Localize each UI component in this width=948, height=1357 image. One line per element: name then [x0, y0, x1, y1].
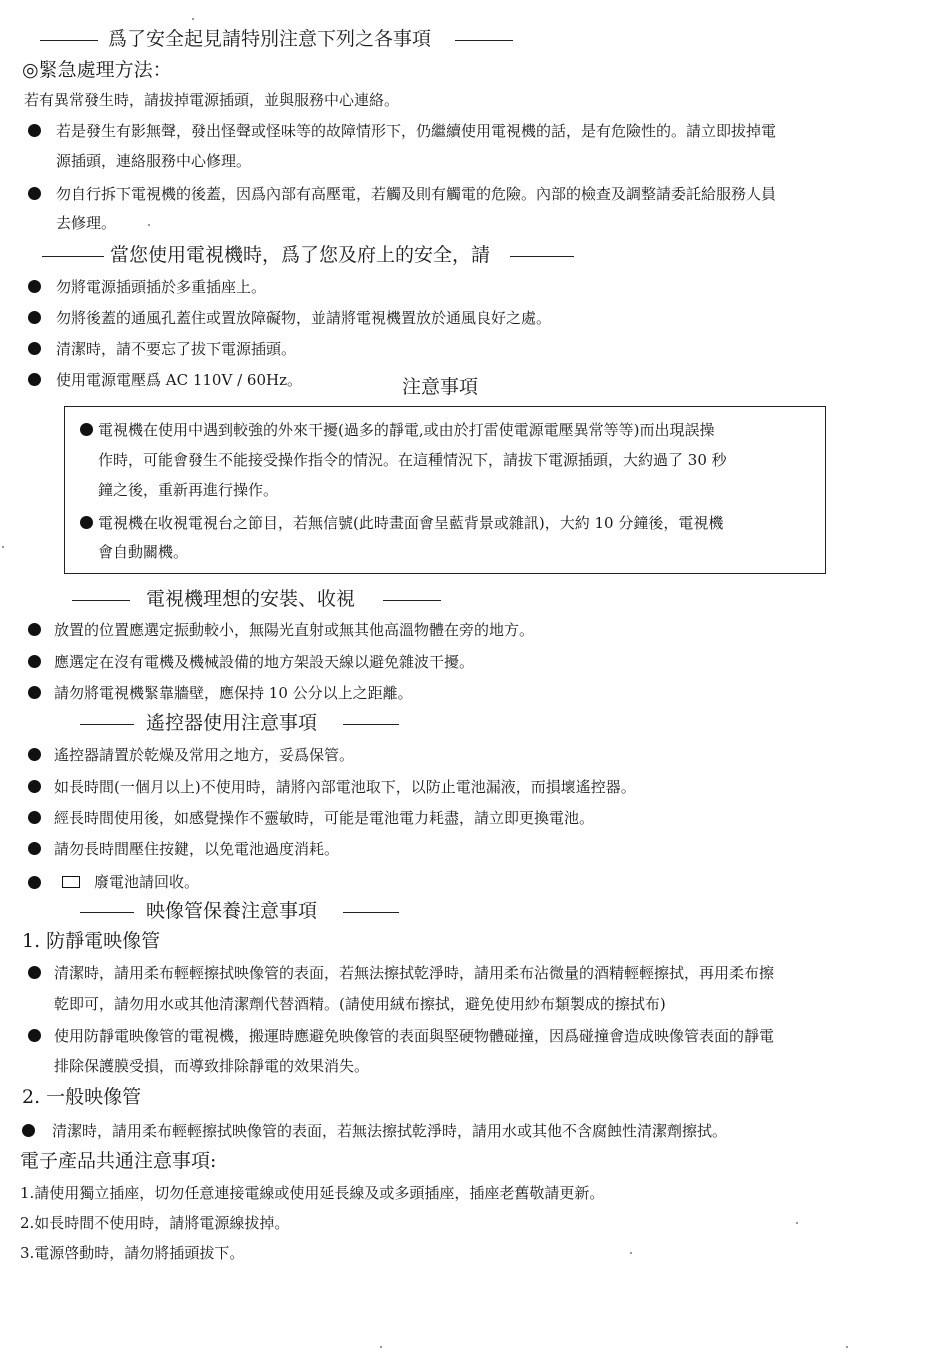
bullet-icon — [28, 124, 41, 137]
bullet-icon — [28, 811, 41, 824]
notice-item-line: 電視機在使用中遇到較強的外來干擾(過多的靜電,或由於打雷使電源電壓異常等等)而出現誤操 — [98, 421, 715, 439]
remote-item-recycle — [62, 875, 199, 890]
installation-title-text: 電視機理想的安裝、收視 — [146, 588, 356, 610]
bullet-icon — [28, 1029, 41, 1042]
remote-item: 請勿長時間壓住按鍵，以免電池過度消耗。 — [54, 840, 340, 858]
emergency-item-line: 源插頭，連絡服務中心修理。 — [56, 152, 252, 170]
bullet-icon — [28, 748, 41, 761]
rule-left — [40, 40, 98, 41]
scan-speck — [2, 546, 4, 548]
crt-sub2: 2. 一般映像管 — [22, 1086, 142, 1108]
scan-speck — [630, 1252, 632, 1254]
safety-item: 清潔時，請不要忘了拔下電源插頭。 — [56, 340, 297, 358]
bullet-icon — [28, 876, 41, 889]
rule-left — [80, 724, 134, 725]
emergency-intro: 若有異常發生時，請拔掉電源插頭，並與服務中心連絡。 — [24, 91, 400, 109]
notice-item-line: 鐘之後，重新再進行操作。 — [98, 481, 279, 499]
safety-use-title-text: 當您使用電視機時，爲了您及府上的安全，請 — [110, 244, 491, 266]
crt-item-line: 使用防靜電映像管的電視機，搬運時應避免映像管的表面與堅硬物體碰撞，因爲碰撞會造成映像管表面的靜電 — [54, 1027, 775, 1045]
rule-left — [42, 256, 104, 257]
remote-item-recycle-text: 廢電池請回收。 — [94, 873, 200, 891]
installation-item: 放置的位置應選定振動較小，無陽光直射或無其他高溫物體在旁的地方。 — [54, 621, 535, 639]
rule-left — [72, 600, 130, 601]
bullet-icon — [28, 655, 41, 668]
notice-item-line: 作時，可能會發生不能接受操作指令的情況。在這種情況下，請拔下電源插頭，大約過了 30 秒 — [98, 451, 727, 469]
bullet-icon — [28, 311, 41, 324]
remote-title-text: 遙控器使用注意事項 — [146, 712, 318, 734]
bullet-icon — [80, 423, 93, 436]
common-item: 2.如長時間不使用時，請將電源線拔掉。 — [20, 1214, 290, 1232]
bullet-icon — [28, 280, 41, 293]
emergency-item-line: 勿自行拆下電視機的後蓋，因爲內部有高壓電，若觸及則有觸電的危險。內部的檢查及調整請委託給服務人員 — [56, 185, 777, 203]
rule-right — [343, 912, 399, 913]
bullet-icon — [28, 373, 41, 386]
crt-item-line: 乾即可，請勿用水或其他清潔劑代替酒精。(請使用絨布擦拭，避免使用紗布類製成的擦拭布) — [54, 995, 666, 1013]
scan-speck — [796, 1222, 798, 1224]
scan-speck — [846, 1346, 848, 1348]
rule-right — [510, 256, 574, 257]
common-item: 1.請使用獨立插座，切勿任意連接電線或使用延長線及或多頭插座，插座老舊敬請更新。 — [20, 1184, 605, 1202]
crt-sub2-item: 清潔時，請用柔布輕輕擦拭映像管的表面，若無法擦拭乾淨時，請用水或其他不含腐蝕性清潔劑擦拭。 — [52, 1122, 728, 1140]
rule-right — [343, 724, 399, 725]
remote-item: 經長時間使用後，如感覺操作不靈敏時，可能是電池電力耗盡，請立即更換電池。 — [54, 809, 595, 827]
remote-item: 遙控器請置於乾燥及常用之地方，妥爲保管。 — [54, 746, 355, 764]
bullet-icon — [28, 842, 41, 855]
installation-item: 請勿將電視機緊靠牆壁，應保持 10 公分以上之距離。 — [54, 684, 413, 702]
notice-title: 注意事項 — [402, 376, 479, 398]
safety-item: 勿將電源插頭插於多重插座上。 — [56, 278, 267, 296]
bullet-icon — [28, 187, 41, 200]
emergency-title: ◎緊急處理方法： — [22, 59, 172, 81]
bullet-icon — [28, 966, 41, 979]
safety-item: 勿將後蓋的通風孔蓋住或置放障礙物，並請將電視機置放於通風良好之處。 — [56, 309, 552, 327]
installation-item: 應選定在沒有電機及機械設備的地方架設天線以避免雜波干擾。 — [54, 653, 475, 671]
crt-title-text: 映像管保養注意事項 — [146, 900, 318, 922]
safety-header-title: 爲了安全起見請特別注意下列之各事項 — [108, 28, 432, 50]
crt-title — [80, 902, 399, 921]
scan-speck — [192, 18, 194, 20]
scan-speck — [148, 224, 150, 226]
emergency-item-line: 若是發生有影無聲，發出怪聲或怪味等的故障情形下，仍繼續使用電視機的話，是有危險性的。請立即拔掉電 — [56, 122, 777, 140]
crt-item-line: 排除保護膜受損，而導致排除靜電的效果消失。 — [54, 1057, 370, 1075]
rule-right — [383, 600, 441, 601]
bullet-icon — [28, 686, 41, 699]
scan-speck — [380, 1346, 382, 1348]
installation-title — [72, 590, 441, 609]
notice-item-line: 電視機在收視電視台之節目，若無信號(此時畫面會呈藍背景或雜訊)，大約 10 分鐘後，電視機 — [98, 514, 724, 532]
safety-item: 使用電源電壓爲 AC 110V / 60Hz。 — [56, 371, 302, 389]
common-item: 3.電源啓動時，請勿將插頭拔下。 — [20, 1244, 245, 1262]
crt-item-line: 清潔時，請用柔布輕輕擦拭映像管的表面，若無法擦拭乾淨時，請用柔布沾微量的酒精輕輕擦拭，再用柔布擦 — [54, 964, 775, 982]
bullet-icon — [28, 780, 41, 793]
safety-header — [40, 30, 513, 49]
bullet-icon — [28, 342, 41, 355]
common-title: 電子產品共通注意事項: — [20, 1150, 217, 1172]
rule-left — [80, 912, 134, 913]
bullet-icon — [28, 623, 41, 636]
bullet-icon — [80, 516, 93, 529]
crt-sub1: 1. 防靜電映像管 — [22, 930, 161, 952]
bullet-icon — [22, 1124, 35, 1137]
remote-title — [80, 714, 399, 733]
emergency-item-line: 去修理。 — [56, 214, 117, 232]
rule-right — [455, 40, 513, 41]
remote-item: 如長時間(一個月以上)不使用時，請將內部電池取下，以防止電池漏液，而損壞遙控器。 — [54, 778, 636, 796]
battery-recycle-icon — [62, 876, 80, 888]
safety-use-title — [42, 246, 574, 265]
notice-item-line: 會自動關機。 — [98, 543, 189, 561]
